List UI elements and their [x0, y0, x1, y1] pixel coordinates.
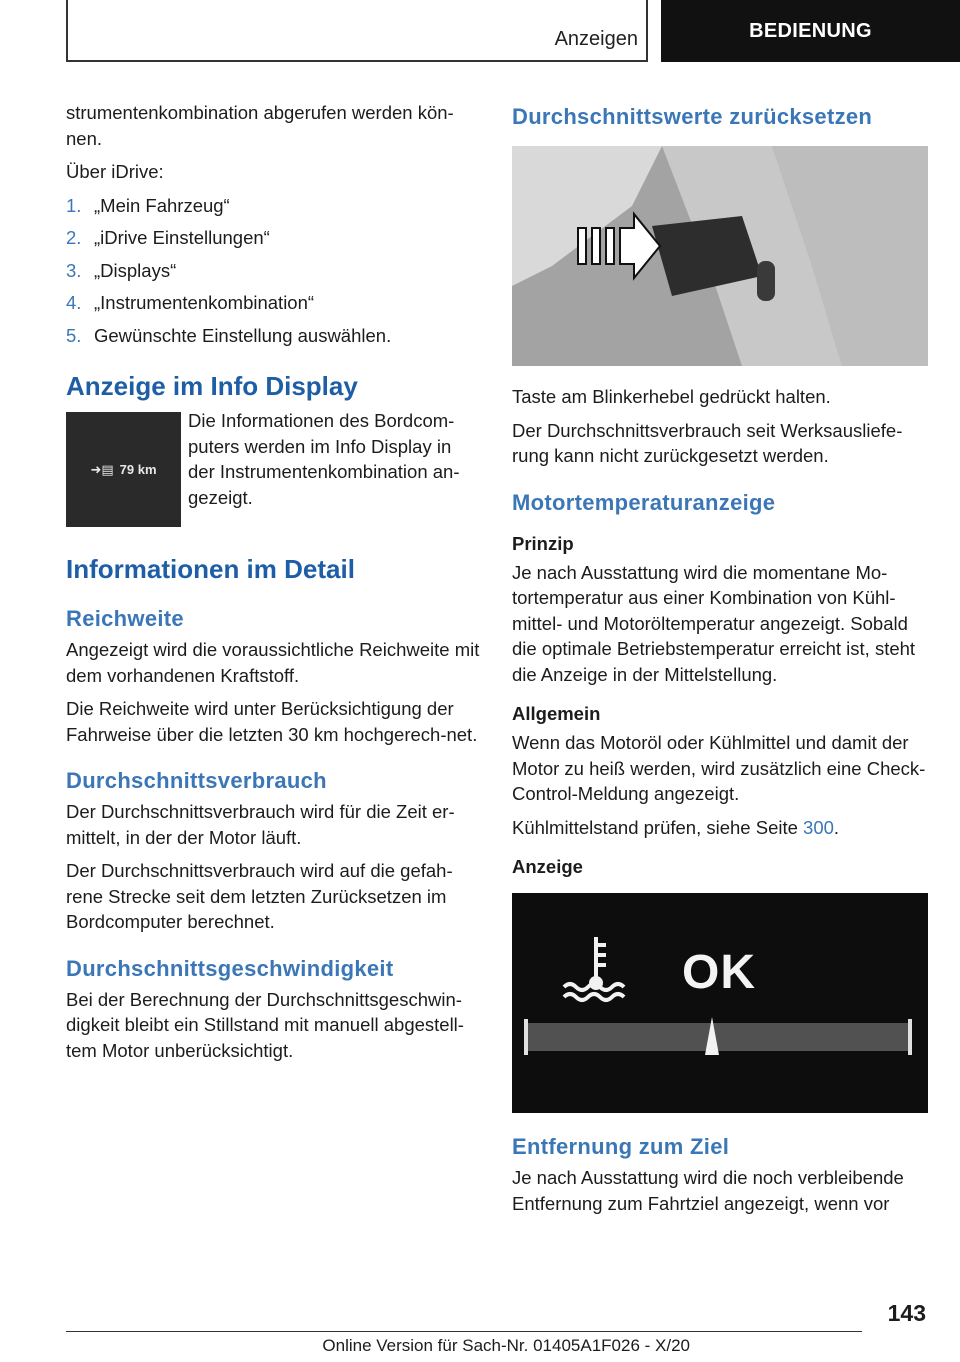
heading-motortemperatur: Motortemperaturanzeige — [512, 489, 776, 515]
list-item — [66, 258, 482, 284]
check-suffix: . — [833, 816, 840, 838]
verbrauch-text-2: Der Durchschnittsverbrauch wird auf die gefah-rene Strecke seit dem letzten Zurücksetzen im Bordcomputer berechnet. — [66, 860, 453, 932]
footer-divider — [66, 1331, 862, 1332]
step-number: 3. — [66, 259, 82, 281]
turn-signal-lever-photo — [512, 146, 928, 366]
step-number: 5. — [66, 324, 82, 346]
page-link-300[interactable]: 300 — [803, 816, 834, 838]
step-text: „Displays“ — [94, 259, 177, 281]
list-item — [66, 225, 482, 251]
label-anzeige: Anzeige — [512, 856, 583, 877]
reichweite-text-2: Die Reichweite wird unter Berücksichtigung der Fahrweise über die letzten 30 km hochgerech-net. — [66, 698, 478, 745]
heading-reset: Durchschnittswerte zurücksetzen — [512, 104, 873, 129]
list-item — [66, 290, 482, 316]
lever-illustration — [512, 146, 928, 366]
geschwindigkeit-text: Bei der Berechnung der Durchschnittsgeschwin-digkeit bleibt ein Stillstand mit manuell abgestell-tem Motor unberücksichtigt. — [66, 988, 464, 1061]
heading-details: Informationen im Detail — [66, 554, 355, 584]
step-text: „iDrive Einstellungen“ — [94, 227, 270, 248]
gauge-ok-label: OK — [682, 946, 756, 999]
label-prinzip: Prinzip — [512, 532, 574, 554]
coolant-temperature-icon — [512, 893, 928, 1113]
list-item — [66, 193, 482, 219]
step-text: Gewünschte Einstellung auswählen. — [94, 324, 392, 346]
reset-text-2: Der Durchschnittsverbrauch seit Werksausliefe-rung kann nicht zurückgesetzt werden. — [512, 419, 903, 466]
heading-geschwindigkeit: Durchschnittsgeschwindigkeit — [66, 955, 394, 981]
heading-reichweite: Reichweite — [66, 606, 184, 631]
step-text: „Instrumentenkombination“ — [94, 292, 315, 313]
heading-verbrauch: Durchschnittsverbrauch — [66, 768, 327, 793]
label-allgemein: Allgemein — [512, 703, 601, 724]
fuel-range-icon: ➜▤ — [90, 461, 114, 477]
step-number: 2. — [66, 227, 82, 248]
info-display-image — [66, 412, 181, 527]
section-title: Anzeigen — [554, 28, 638, 50]
intro-text: strumentenkombination abgerufen werden kön-nen. — [66, 102, 454, 149]
list-item — [66, 323, 482, 349]
left-column — [66, 100, 482, 1071]
step-number: 4. — [66, 292, 82, 313]
range-value: 79 km — [119, 462, 157, 477]
idrive-label: Über iDrive: — [66, 161, 164, 182]
prinzip-text: Je nach Ausstattung wird die momentane Mo-tortemperatur aus einer Kombination von Kühl-mittel- und Motoröltemperatur angezeigt. Sobald die optimale Betriebstemperatur erreicht ist, steht die Anzeige in der Mittelstellung. — [512, 561, 916, 685]
reset-text-1: Taste am Blinkerhebel gedrückt halten. — [512, 386, 831, 407]
check-coolant-text — [512, 815, 928, 841]
step-number: 1. — [66, 194, 82, 216]
heading-entfernung: Entfernung zum Ziel — [512, 1134, 730, 1159]
info-display-text: Die Informationen des Bordcom-puters werden im Info Display in der Instrumentenkombination an-gezeigt. — [188, 410, 460, 508]
step-text: „Mein Fahrzeug“ — [94, 194, 230, 216]
chapter-title: BEDIENUNG — [661, 0, 960, 62]
page-number: 143 — [887, 1300, 926, 1326]
check-prefix: Kühlmittelstand prüfen, siehe Seite — [512, 816, 804, 838]
verbrauch-text-1: Der Durchschnittsverbrauch wird für die Zeit er-mittelt, in der der Motor läuft. — [66, 801, 455, 848]
ziel-text: Je nach Ausstattung wird die noch verbleibende Entfernung zum Fahrtziel angezeigt, wenn vor — [512, 1167, 904, 1214]
right-column — [512, 100, 928, 1224]
allgemein-text: Wenn das Motoröl oder Kühlmittel und damit der Motor zu heiß werden, wird zusätzlich eine Check-Control-Meldung angezeigt. — [512, 732, 926, 804]
temperature-gauge-image — [512, 893, 928, 1113]
footer-version: Online Version für Sach-Nr. 01405A1F026 - X/20 — [322, 1336, 690, 1355]
reichweite-text-1: Angezeigt wird die voraussichtliche Reichweite mit dem vorhandenen Kraftstoff. — [66, 639, 480, 686]
steps-list — [66, 193, 482, 349]
heading-info-display: Anzeige im Info Display — [66, 371, 358, 401]
